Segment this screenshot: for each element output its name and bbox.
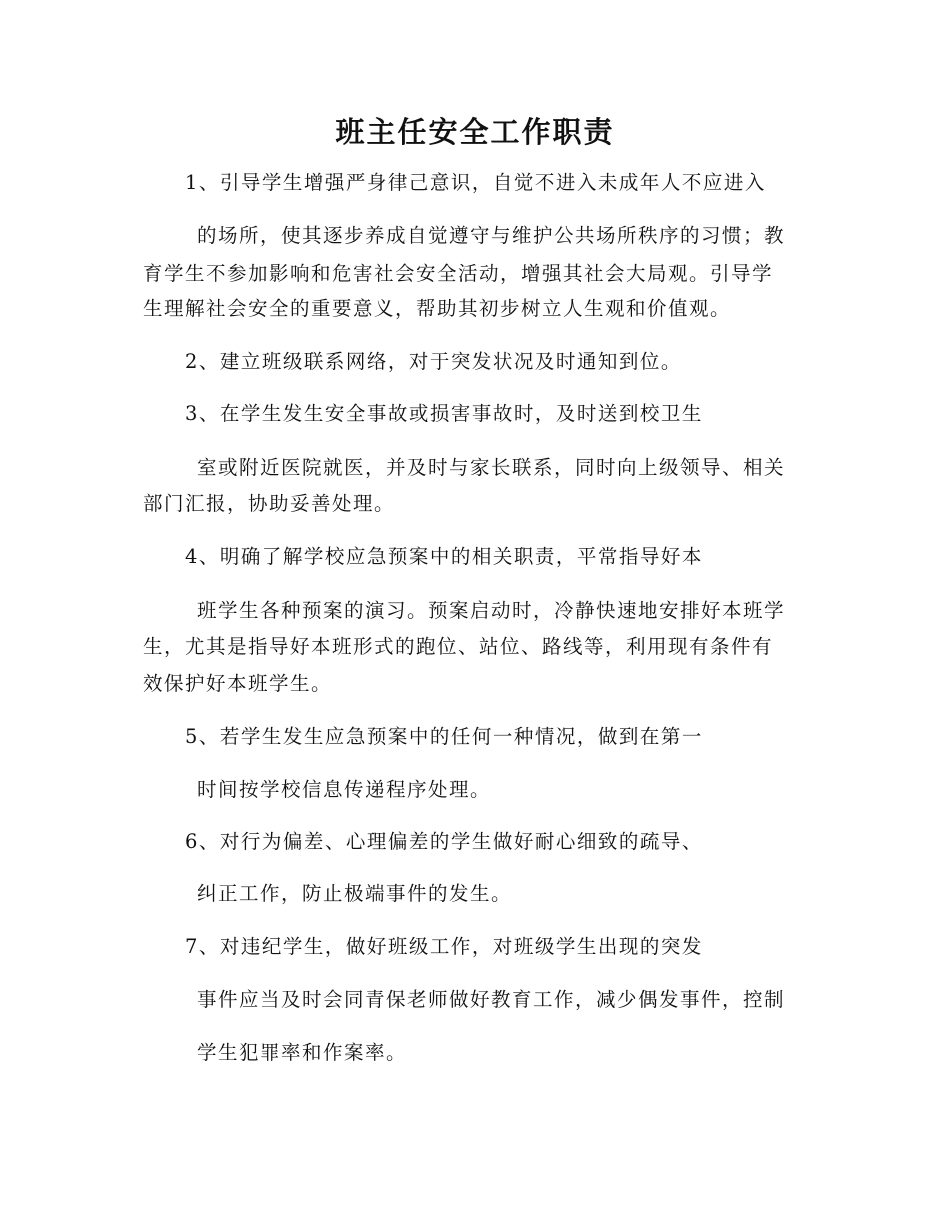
item-7-line-3: 学生犯罪率和作案率。: [197, 1041, 408, 1064]
item-1-line-2: 的场所，使其逐步养成自觉遵守与维护公共场所秩序的习惯；教: [197, 224, 786, 247]
document-title: 班主任安全工作职责: [335, 115, 615, 149]
item-5-line-2: 时间按学校信息传递程序处理。: [197, 778, 492, 801]
item-6-line-1: 6、对行为偏差、心理偏差的学生做好耐心细致的疏导、: [185, 830, 703, 853]
item-4-line-4: 效保护好本班学生。: [143, 672, 333, 695]
item-1-line-1: 1、引导学生增强严身律己意识，自觉不进入未成年人不应进入: [185, 171, 766, 194]
item-4-line-1: 4、明确了解学校应急预案中的相关职责，平常指导好本: [185, 545, 703, 568]
item-2-line-1: 2、建立班级联系网络，对于突发状况及时通知到位。: [185, 350, 682, 373]
item-3-line-1: 3、在学生发生安全事故或损害事故时，及时送到校卫生: [185, 402, 703, 425]
item-1-line-4: 生理解社会安全的重要意义，帮助其初步树立人生观和价值观。: [143, 297, 732, 320]
item-7-line-2: 事件应当及时会同青保老师做好教育工作，减少偶发事件，控制: [197, 988, 786, 1011]
item-1-line-3: 育学生不参加影响和危害社会安全活动，增强其社会大局观。引导学: [143, 262, 774, 285]
item-3-line-3: 部门汇报，协助妥善处理。: [143, 492, 396, 515]
item-7-line-1: 7、对违纪学生，做好班级工作，对班级学生出现的突发: [185, 935, 703, 958]
item-3-line-2: 室或附近医院就医，并及时与家长联系，同时向上级领导、相关: [197, 456, 786, 479]
item-6-line-2: 纠正工作，防止极端事件的发生。: [197, 882, 513, 905]
item-4-line-2: 班学生各种预案的演习。预案启动时，冷静快速地安排好本班学: [197, 599, 786, 622]
item-5-line-1: 5、若学生发生应急预案中的任何一种情况，做到在第一: [185, 725, 703, 748]
item-4-line-3: 生，尤其是指导好本班形式的跑位、站位、路线等，利用现有条件有: [143, 635, 774, 658]
